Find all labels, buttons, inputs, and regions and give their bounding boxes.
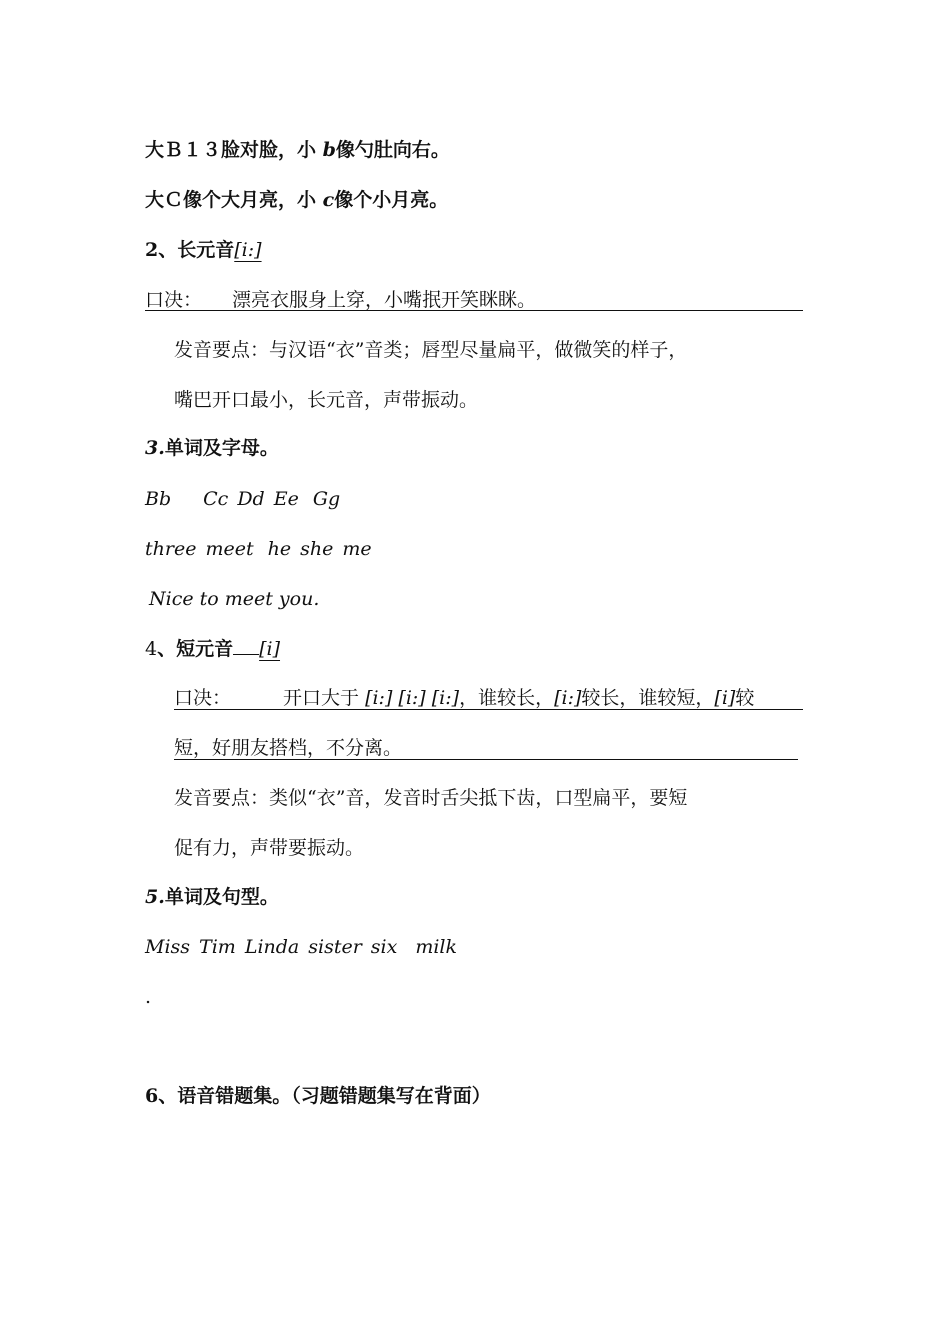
rhyme-text: 较长，谁较短， — [581, 687, 715, 709]
word: six — [370, 936, 398, 958]
word: meet — [205, 538, 254, 560]
letter-c: c — [322, 189, 335, 211]
rhyme-text: 较 — [735, 687, 755, 709]
word: he — [267, 538, 292, 560]
rhyme-label: 口决： — [174, 687, 232, 709]
section-title: 、短元音 — [157, 638, 234, 660]
section-2-tips-line2: 嘴巴开口最小，长元音，声带振动。 — [174, 389, 479, 411]
word: sister — [308, 936, 362, 958]
section-number: 4 — [145, 638, 158, 660]
ipa-symbol: [i:] — [234, 239, 262, 261]
rhyme-label: 口决： — [145, 289, 203, 311]
sentence-pattern: Nice to meet you. — [149, 588, 320, 610]
section-5-heading — [145, 884, 279, 910]
section-number: 3. — [145, 437, 165, 459]
underline-rule — [145, 310, 803, 311]
section-4-tips-line1: 发音要点：类似“衣”音，发音时舌尖抵下齿，口型扁平，要短 — [174, 787, 688, 809]
letter-pair: Cc — [203, 488, 229, 510]
section-2-tips-line1: 发音要点：与汉语“衣”音类；唇型尽量扁平，做微笑的样子， — [174, 339, 688, 361]
ipa-symbol: [i:] [i:] [i:] — [365, 687, 460, 709]
underline-rule — [174, 759, 798, 760]
ipa-symbol: [i] — [714, 687, 736, 709]
word: Tim — [199, 936, 236, 958]
section-title: 、长元音 — [158, 239, 235, 261]
letter-list — [145, 486, 340, 512]
word: Linda — [244, 936, 300, 958]
letter-b: b — [322, 139, 336, 161]
rhyme-text: 开口大于 — [283, 687, 366, 709]
letter-pair: Bb — [145, 488, 172, 510]
word: me — [342, 538, 372, 560]
word: milk — [415, 936, 458, 958]
line-c-letter-rhyme — [145, 187, 448, 213]
ipa-symbol: [i:] — [554, 687, 582, 709]
trailing-period: . — [145, 986, 152, 1008]
word: three — [145, 538, 197, 560]
rhyme-text: ，谁较长， — [459, 687, 555, 709]
word-list-2 — [145, 934, 457, 960]
section-number: 5. — [145, 886, 165, 908]
word: Miss — [145, 936, 191, 958]
section-3-heading — [145, 435, 279, 461]
section-title: 单词及字母。 — [164, 437, 279, 459]
section-number: 2 — [145, 239, 159, 261]
section-6-heading — [145, 1083, 491, 1109]
section-4-rhyme-line1 — [174, 685, 754, 711]
word: she — [300, 538, 334, 560]
letter-pair: Dd — [237, 488, 265, 510]
section-title: 、语音错题集。（习题错题集写在背面） — [158, 1085, 491, 1107]
text: 大Ｃ像个大月亮，小 — [145, 189, 323, 211]
section-4-tips-line2: 促有力，声带要振动。 — [174, 837, 365, 859]
section-number: 6 — [145, 1085, 159, 1107]
letter-pair: Gg — [312, 488, 341, 510]
section-4-rhyme-line2: 短，好朋友搭档，不分离。 — [174, 737, 403, 759]
section-2-heading — [145, 237, 262, 263]
rhyme-text: 漂亮衣服身上穿，小嘴抿开笑眯眯。 — [232, 289, 537, 311]
section-4-heading — [145, 636, 280, 662]
word-list-1 — [145, 536, 372, 562]
line-b-letter-rhyme — [145, 137, 450, 163]
ipa-symbol: [i] — [259, 638, 281, 660]
underline-rule — [174, 709, 803, 710]
text: 像个小月亮。 — [334, 189, 449, 211]
text: 大Ｂ１３脸对脸，小 — [145, 139, 323, 161]
text: 像勺肚向右。 — [335, 139, 450, 161]
letter-pair: Ee — [273, 488, 299, 510]
section-title: 单词及句型。 — [164, 886, 279, 908]
